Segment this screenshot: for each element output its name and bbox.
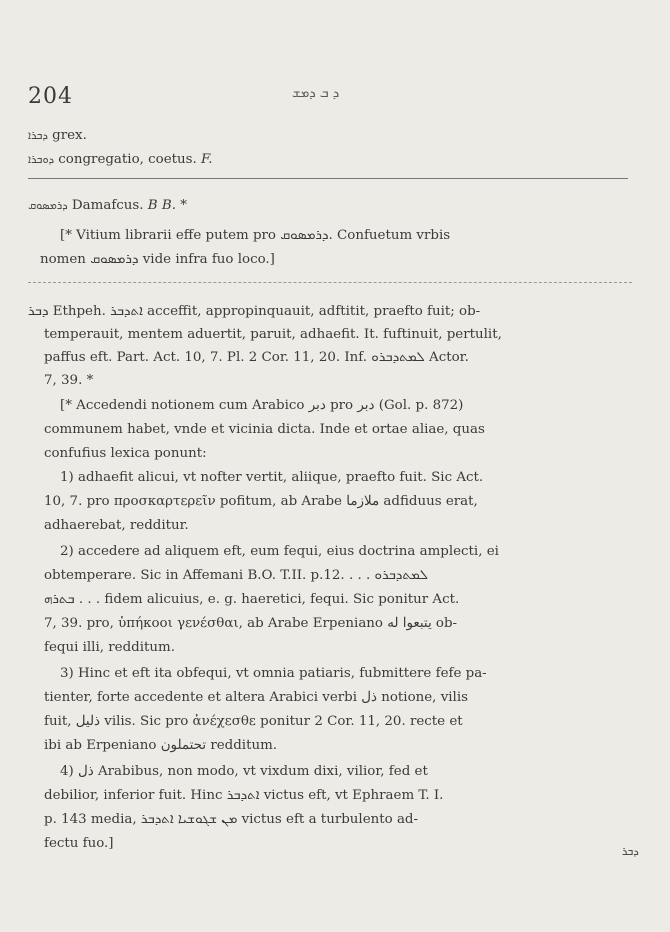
body-line: 3) Hinc et eft ita obfequi, vt omnia patiaris, fubmittere fefe pa- — [60, 666, 487, 681]
body-line: debilior, inferior fuit. Hinc ܐܬܕܒܪ victus eft, vt Ephraem T. I. — [44, 788, 444, 803]
body-line: fequi illi, redditum. — [44, 640, 175, 655]
syriac-word: ܕܒܪܐ — [28, 129, 48, 142]
body-line: confufius lexica ponunt: — [44, 446, 207, 461]
body-line: obtemperare. Sic in Affemani B.O. T.II. p.12. . . . ܠܡܬܕܒܪܘ — [44, 568, 428, 583]
page-number: 204 — [28, 84, 73, 109]
body-line: ܒܬܪܗ . . . fidem alicuius, e. g. haeretici, fequi. Sic ponitur Act. — [44, 592, 460, 607]
entry-text: congregatio, coetus. — [58, 152, 197, 167]
body-line: fectu fuo.] — [44, 836, 114, 851]
entry-source: F. — [201, 152, 213, 167]
note-line: nomen ܕܪܡܣܘܩ vide infra fuo loco.] — [40, 252, 275, 267]
body-line: 1) adhaefit alicui, vt nofter vertit, aliique, praefto fuit. Sic Act. — [60, 470, 484, 485]
syriac-word: ܕܪܡܣܘܩ — [28, 199, 68, 212]
entry-congregatio — [28, 150, 213, 170]
body-line: adhaerebat, redditur. — [44, 518, 189, 533]
body-line: ܕܒܪ Ethpeh. ܐܬܕܒܪ acceffit, appropinquauit, adftitit, praefto fuit; ob- — [28, 304, 481, 319]
running-header: ܕ ܒ ܕܡܫ — [292, 86, 340, 101]
entry-source: B B. * — [147, 198, 187, 213]
body-line: [* Accedendi notionem cum Arabico دبر pro دبر (Gol. p. 872) — [60, 398, 464, 413]
divider — [28, 178, 628, 179]
body-line: 2) accedere ad aliquem eft, eum fequi, eius doctrina amplecti, ei — [60, 544, 499, 559]
body-line: tienter, forte accedente et altera Arabici verbi ذل notione, vilis — [44, 690, 468, 705]
body-line: 7, 39. pro, ὑπήκοοι γενέσθαι, ab Arabe Erpeniano يتبعوا له ob- — [44, 616, 458, 631]
syriac-word: ܕܘܒܪܐ — [28, 153, 55, 166]
body-line: temperauit, mentem aduertit, paruit, adhaefit. It. fuftinuit, pertulit, — [44, 327, 502, 342]
body-line: fuit, ذليل vilis. Sic pro ἀνέχεσθε ponitur 2 Cor. 11, 20. recte et — [44, 714, 463, 729]
body-line: 4) ذل Arabibus, non modo, vt vixdum dixi, vilior, fed et — [60, 764, 428, 779]
body-line: communem habet, vnde et vicinia dicta. Inde et ortae aliae, quas — [44, 422, 485, 437]
divider — [28, 282, 632, 283]
entry-grex — [28, 126, 87, 146]
body-line: p. 143 media, ܡܢ ܫܓܘܫܝܐ ܐܬܕܒܪ victus eft a turbulento ad- — [44, 812, 419, 827]
entry-text: Damafcus. — [71, 198, 144, 213]
body-line: paffus eft. Part. Act. 10, 7. Pl. 2 Cor. 11, 20. Inf. ܠܡܬܕܒܪܘ Actor. — [44, 350, 469, 365]
body-line: 7, 39. * — [44, 373, 94, 388]
body-line: 10, 7. pro προσκαρτερεῖν pofitum, ab Arabe ملازما adfiduus erat, — [44, 494, 478, 509]
body-line: ibi ab Erpeniano تحتملون redditum. — [44, 738, 278, 753]
entry-text: grex. — [52, 128, 87, 143]
entry-damascus — [28, 196, 187, 216]
note-line: [* Vitium librarii effe putem pro ܕܪܡܣܘܩ. Confuetum vrbis — [60, 228, 451, 243]
catchword: ܕܒܪ — [622, 845, 639, 858]
